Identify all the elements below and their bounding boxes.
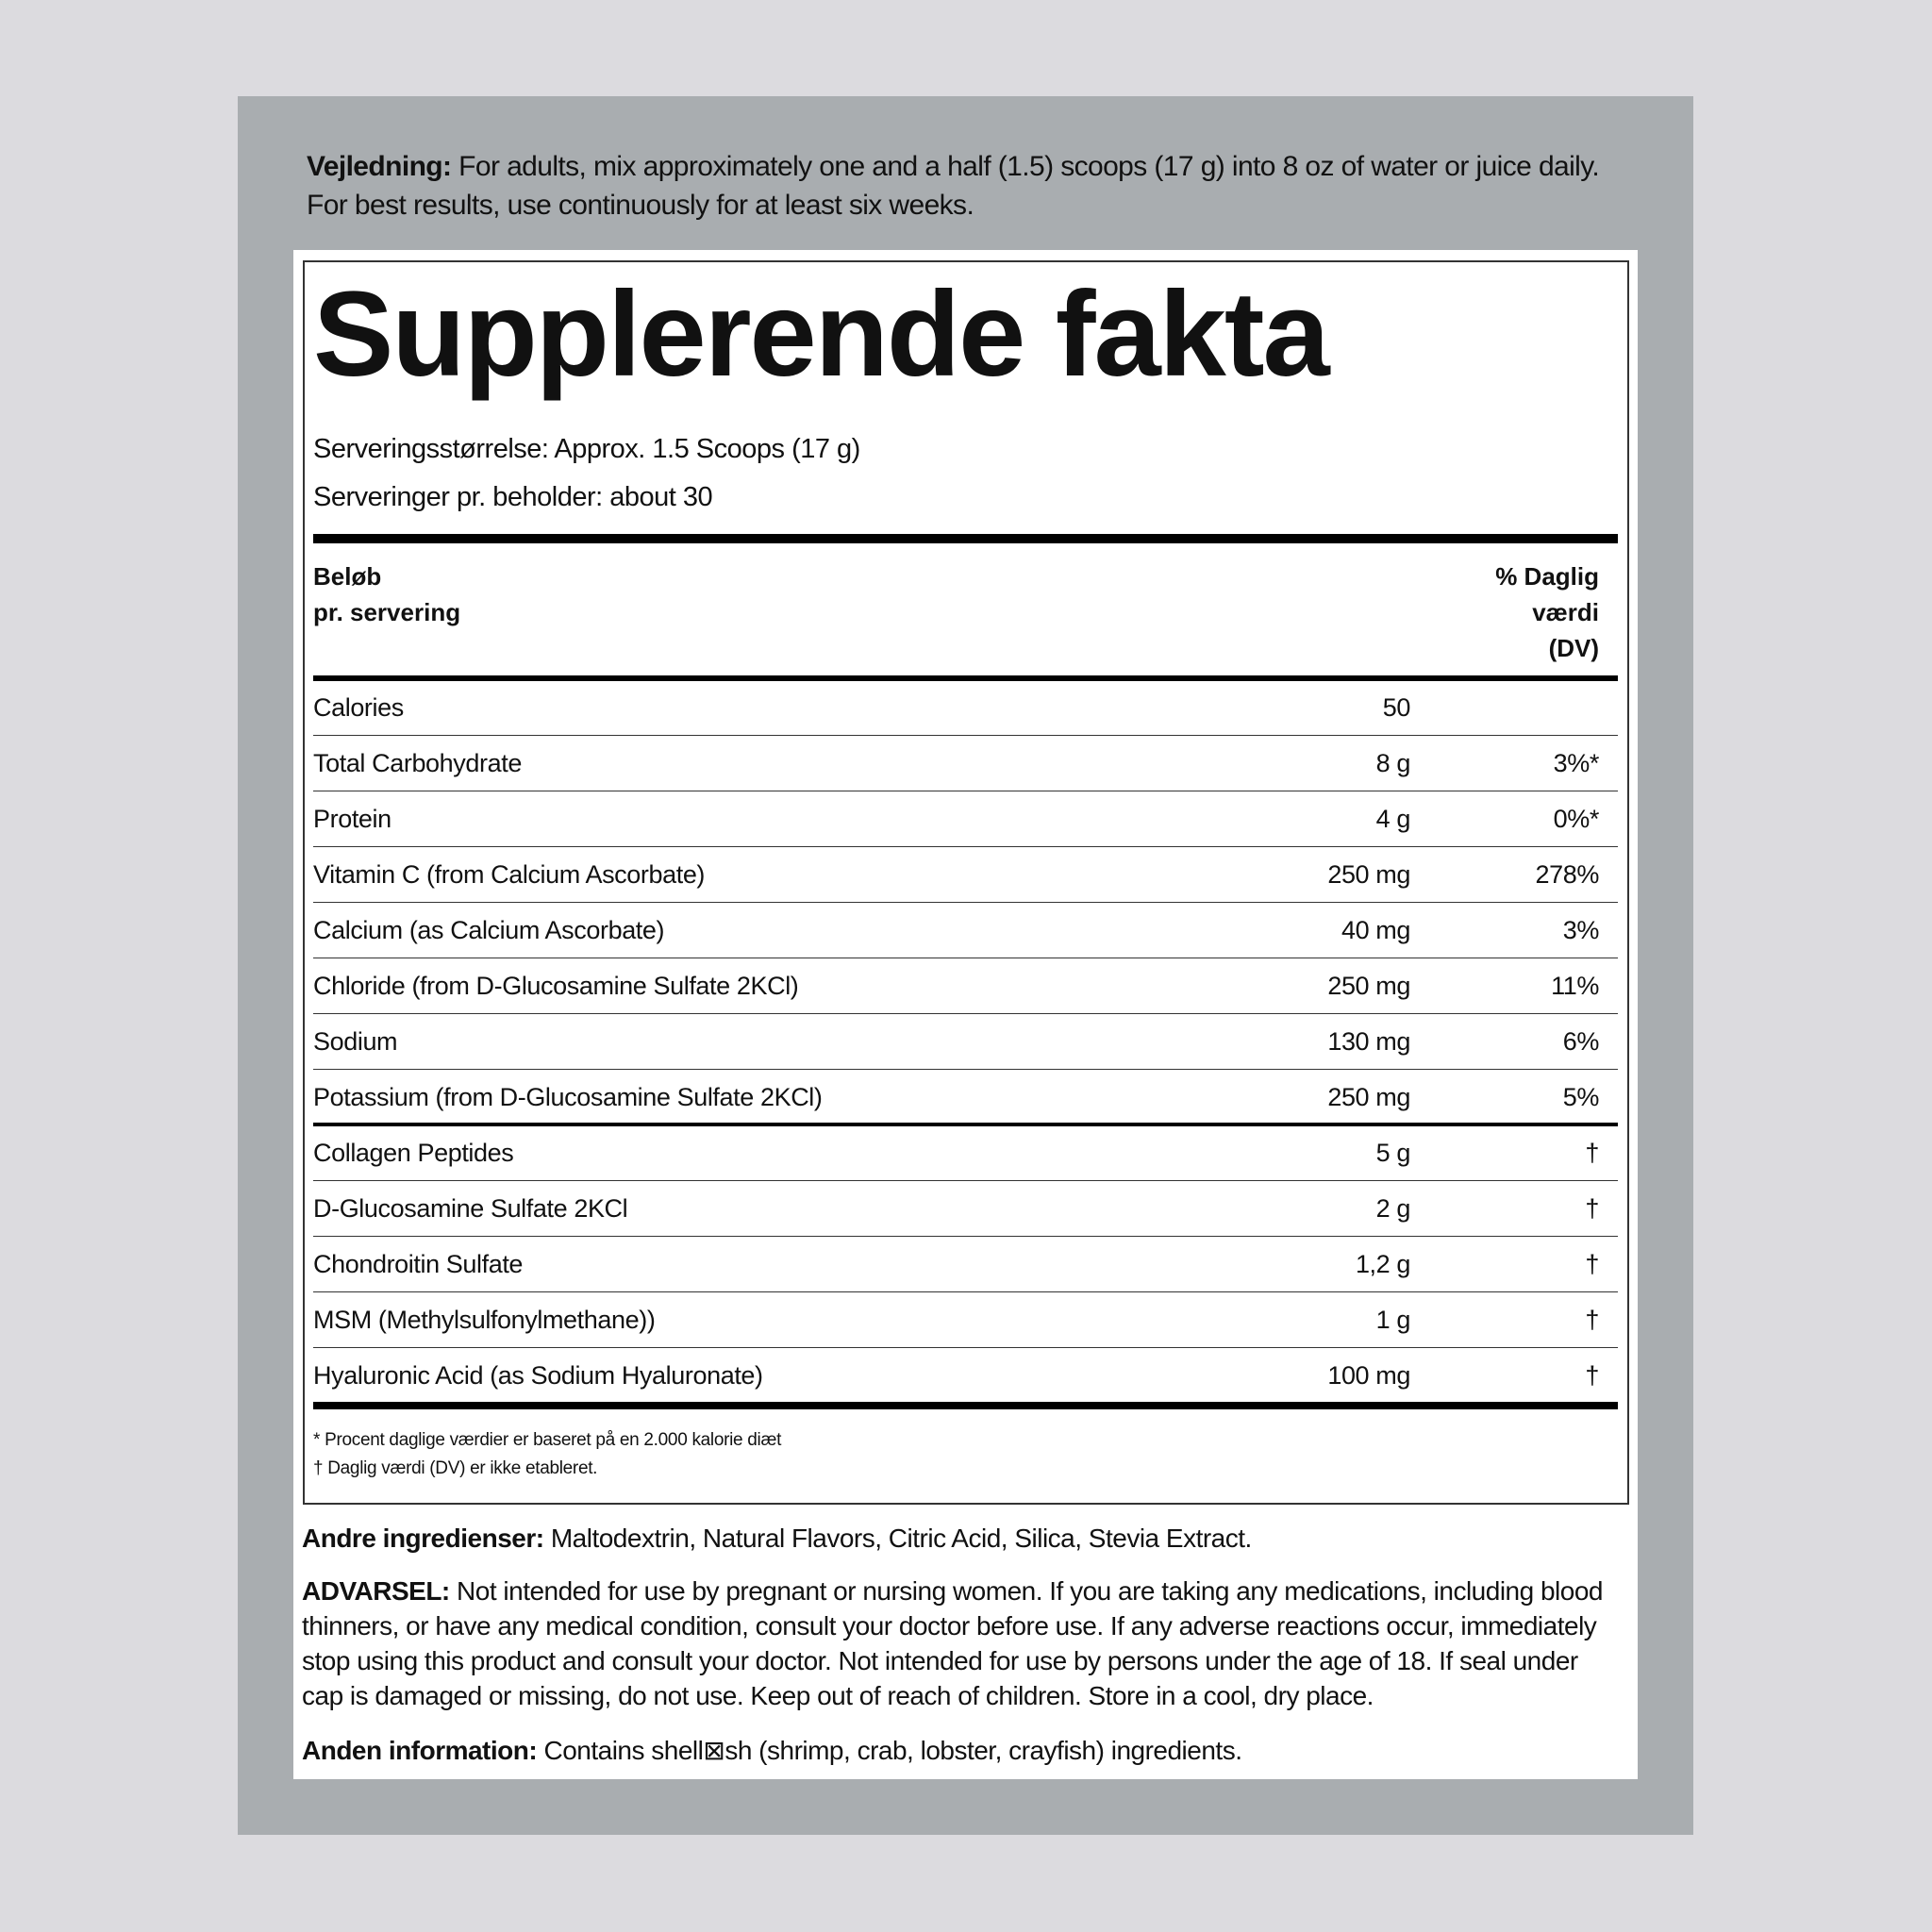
other-information-label: Anden information: [302,1736,538,1765]
dv-header-line2: værdi [1532,598,1599,626]
warning [302,1574,1623,1713]
nutrient-name: Chloride (from D-Glucosamine Sulfate 2KCl) [313,971,799,1000]
nutrient-dv: † [1585,1193,1599,1223]
table-row [313,1292,1618,1348]
dv-header-line3: (DV) [1548,634,1599,662]
nutrient-dv: 3% [1562,915,1599,944]
footnotes [313,1426,781,1483]
nutrient-name: D-Glucosamine Sulfate 2KCl [313,1193,628,1223]
table-row [313,903,1618,958]
nutrient-amount: 4 g [1375,804,1410,833]
bottom-divider [313,1402,1618,1409]
table-row [313,680,1618,736]
amount-header [313,558,460,630]
thick-divider [313,534,1618,543]
amount-header-line1: Beløb [313,562,382,591]
amount-header-line2: pr. servering [313,598,461,626]
nutrient-name: Vitamin C (from Calcium Ascorbate) [313,859,706,889]
nutrient-dv: 11% [1551,971,1599,1000]
nutrient-amount: 1 g [1375,1305,1410,1334]
footnote-dagger: † Daglig værdi (DV) er ikke etableret. [313,1458,598,1478]
nutrient-name: Collagen Peptides [313,1138,514,1167]
nutrient-amount: 8 g [1375,748,1410,777]
nutrient-dv: 0%* [1553,804,1599,833]
warning-label: ADVARSEL: [302,1576,450,1606]
ingredient-rows [313,1125,1618,1403]
table-row [313,1237,1618,1292]
other-ingredients-label: Andre ingredienser: [302,1524,544,1553]
directions-label: Vejledning: [307,151,452,182]
table-row [313,1014,1618,1070]
nutrient-dv: † [1585,1360,1599,1390]
serving-size: Serveringsstørrelse: Approx. 1.5 Scoops (17 g) [313,434,860,464]
table-row [313,1348,1618,1403]
nutrient-dv: † [1585,1249,1599,1278]
other-information [302,1733,1623,1768]
footnote-percent: * Procent daglige værdier er baseret på en 2.000 kalorie diæt [313,1430,782,1450]
table-row [313,791,1618,847]
nutrient-name: Hyaluronic Acid (as Sodium Hyaluronate) [313,1360,763,1390]
table-row [313,847,1618,903]
nutrient-name: Protein [313,804,391,833]
nutrient-amount: 250 mg [1327,859,1410,889]
other-ingredients [302,1521,1623,1556]
nutrient-dv: 3%* [1553,748,1599,777]
nutrient-name: MSM (Methylsulfonylmethane)) [313,1305,656,1334]
nutrient-amount: 130 mg [1327,1026,1410,1056]
facts-title: Supplerende fakta [313,267,1328,402]
warning-text: Not intended for use by pregnant or nursing women. If you are taking any medications, including blood thinners, or have any medical condition, consult your doctor before use. If any adverse reactions occur, immediately stop using this product and consult your doctor. Not intended for use by persons under the age of 18. If seal under cap is damaged or missing, do not use. Keep out of reach of children. Store in a cool, dry place. [302,1576,1603,1710]
nutrient-dv: † [1585,1305,1599,1334]
servings-per-container: Serveringer pr. beholder: about 30 [313,482,713,512]
table-row [313,1181,1618,1237]
nutrient-name: Potassium (from D-Glucosamine Sulfate 2KCl) [313,1082,823,1111]
nutrient-name: Sodium [313,1026,398,1056]
dv-header-line1: % Daglig [1495,562,1599,591]
other-ingredients-text: Maltodextrin, Natural Flavors, Citric Acid, Silica, Stevia Extract. [543,1524,1252,1553]
directions-body: For adults, mix approximately one and a half (1.5) scoops (17 g) into 8 oz of water or juice daily. For best results, use continuously for at least six weeks. [307,151,1600,221]
nutrient-name: Calcium (as Calcium Ascorbate) [313,915,665,944]
nutrient-amount: 1,2 g [1355,1249,1410,1278]
table-row [313,958,1618,1014]
nutrient-amount: 100 mg [1327,1360,1410,1390]
nutrient-name: Chondroitin Sulfate [313,1249,524,1278]
nutrient-name: Total Carbohydrate [313,748,522,777]
dv-header [1495,558,1599,666]
table-row [313,736,1618,791]
nutrient-dv: 6% [1562,1026,1599,1056]
nutrient-amount: 5 g [1375,1138,1410,1167]
other-information-text: Contains shell⊠sh (shrimp, crab, lobster, crayfish) ingredients. [537,1736,1242,1765]
nutrient-name: Calories [313,692,404,722]
nutrient-rows [313,680,1618,1124]
nutrient-dv: † [1585,1138,1599,1167]
nutrient-dv: 278% [1535,859,1599,889]
nutrient-amount: 50 [1382,692,1410,722]
nutrient-amount: 250 mg [1327,1082,1410,1111]
nutrient-amount: 2 g [1375,1193,1410,1223]
nutrient-amount: 250 mg [1327,971,1410,1000]
nutrient-amount: 40 mg [1341,915,1410,944]
table-row [313,1070,1618,1124]
table-row [313,1125,1618,1181]
directions-text [307,147,1608,225]
nutrient-dv: 5% [1562,1082,1599,1111]
